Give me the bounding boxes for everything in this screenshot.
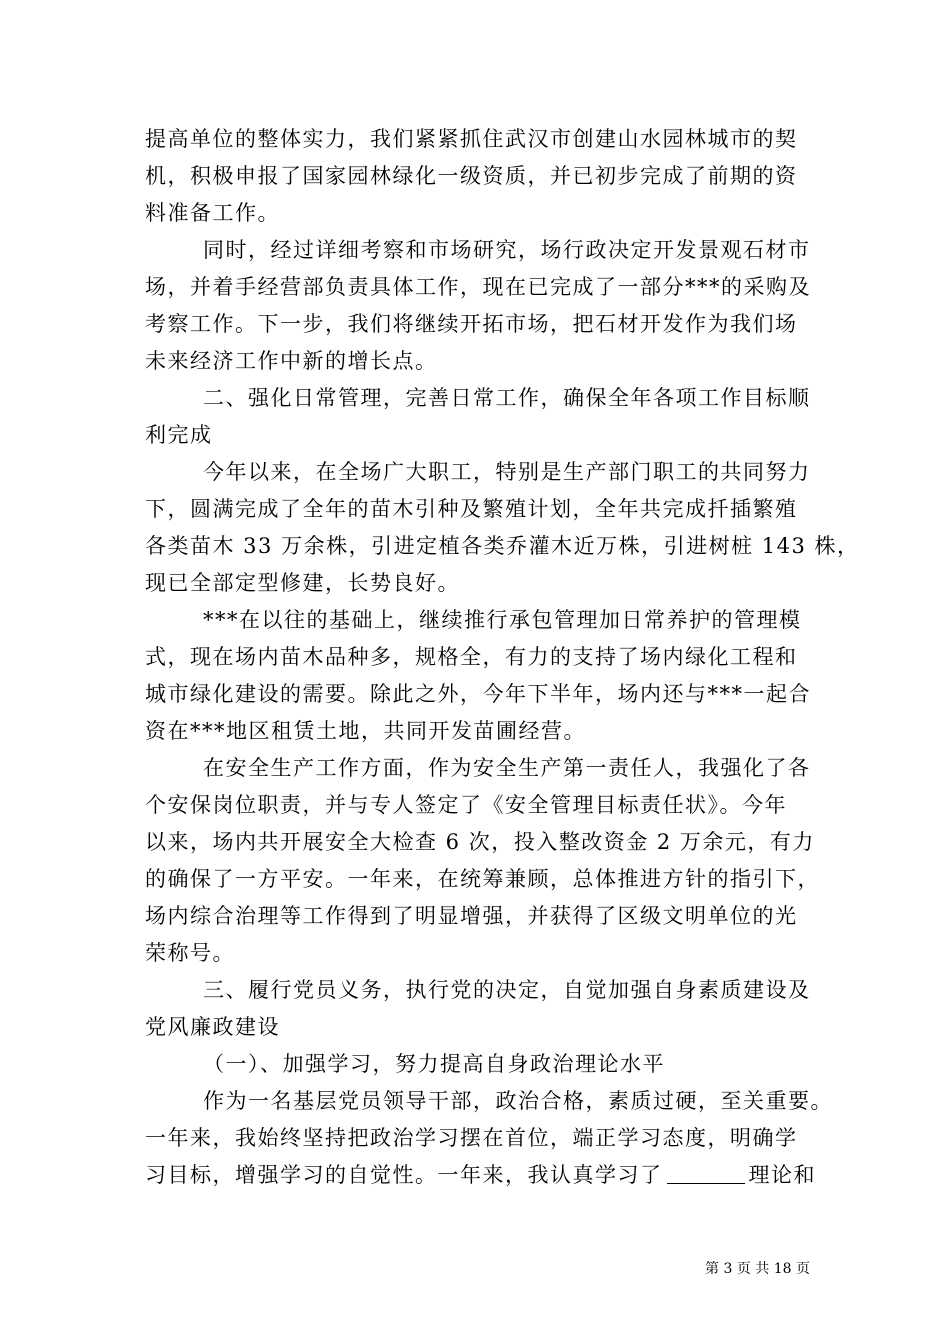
- text-line: 现已全部定型修建，长势良好。: [145, 571, 460, 595]
- text-line: 今年以来，在全场广大职工，特别是生产部门职工的共同努力: [203, 460, 811, 484]
- paragraph-study: [145, 1083, 833, 1194]
- text-line: 各类苗木 33 万余株，引进定植各类乔灌木近万株，引进树桩 143 株，: [145, 534, 860, 558]
- text-segment: 习目标，增强学习的自觉性。一年来，我认真学习了: [145, 1163, 663, 1187]
- fill-in-blank: [667, 1163, 745, 1184]
- text-line: 利完成: [145, 423, 213, 447]
- text-line: 提高单位的整体实力，我们紧紧抓住武汉市创建山水园林城市的契: [145, 127, 798, 151]
- text-line: （一）、加强学习，努力提高自身政治理论水平: [203, 1052, 665, 1076]
- text-line: ***在以往的基础上，继续推行承包管理加日常养护的管理模: [203, 608, 802, 632]
- section-heading-2: [145, 380, 825, 454]
- text-line: 荣称号。: [145, 941, 235, 965]
- paragraph-seedlings: [145, 454, 860, 602]
- paragraph-qualification: [145, 121, 825, 232]
- text-line: 个安保岗位职责，并与专人签定了《安全管理目标责任状》。今年: [145, 793, 787, 817]
- text-line: 在安全生产工作方面，作为安全生产第一责任人，我强化了各: [203, 756, 811, 780]
- text-line-with-blank: [145, 1157, 825, 1194]
- text-line: 资在***地区租赁土地，共同开发苗圃经营。: [145, 719, 586, 743]
- text-line: 以来，场内共开展安全大检查 6 次，投入整改资金 2 万余元，有力: [145, 830, 815, 854]
- text-line: 考察工作。下一步，我们将继续开拓市场，把石材开发作为我们场: [145, 312, 798, 336]
- subsection-heading-1: [145, 1046, 825, 1083]
- text-line: 党风廉政建设: [145, 1015, 280, 1039]
- paragraph-stone-market: [145, 232, 825, 380]
- text-line: 城市绿化建设的需要。除此之外，今年下半年，场内还与***一起合: [145, 682, 811, 706]
- text-line: 下，圆满完成了全年的苗木引种及繁殖计划，全年共完成扦插繁殖: [145, 497, 798, 521]
- text-line: 场内综合治理等工作得到了明显增强，并获得了区级文明单位的光: [145, 904, 798, 928]
- text-line: 一年来，我始终坚持把政治学习摆在首位，端正学习态度，明确学: [145, 1126, 798, 1150]
- text-line: 未来经济工作中新的增长点。: [145, 349, 438, 373]
- paragraph-management-model: [145, 602, 825, 750]
- document-body: [145, 121, 860, 1194]
- text-line: 料准备工作。: [145, 201, 280, 225]
- text-line: 场，并着手经营部负责具体工作，现在已完成了一部分***的采购及: [145, 275, 811, 299]
- text-line: 式，现在场内苗木品种多，规格全，有力的支持了场内绿化工程和: [145, 645, 798, 669]
- paragraph-safety: [145, 750, 825, 972]
- text-line: 二、强化日常管理，完善日常工作，确保全年各项工作目标顺: [203, 386, 811, 410]
- page-number-footer: 第 3 页 共 18 页: [705, 1261, 810, 1277]
- section-heading-3: [145, 972, 825, 1046]
- text-line: 同时，经过详细考察和市场研究，场行政决定开发景观石材市: [203, 238, 811, 262]
- text-line: 机，积极申报了国家园林绿化一级资质，并已初步完成了前期的资: [145, 164, 798, 188]
- text-line: 三、履行党员义务，执行党的决定，自觉加强自身素质建设及: [203, 978, 811, 1002]
- text-line: 的确保了一方平安。一年来，在统筹兼顾，总体推进方针的指引下，: [145, 867, 820, 891]
- text-line: 作为一名基层党员领导干部，政治合格，素质过硬，至关重要。: [203, 1089, 833, 1113]
- text-segment: 理论和: [748, 1163, 816, 1187]
